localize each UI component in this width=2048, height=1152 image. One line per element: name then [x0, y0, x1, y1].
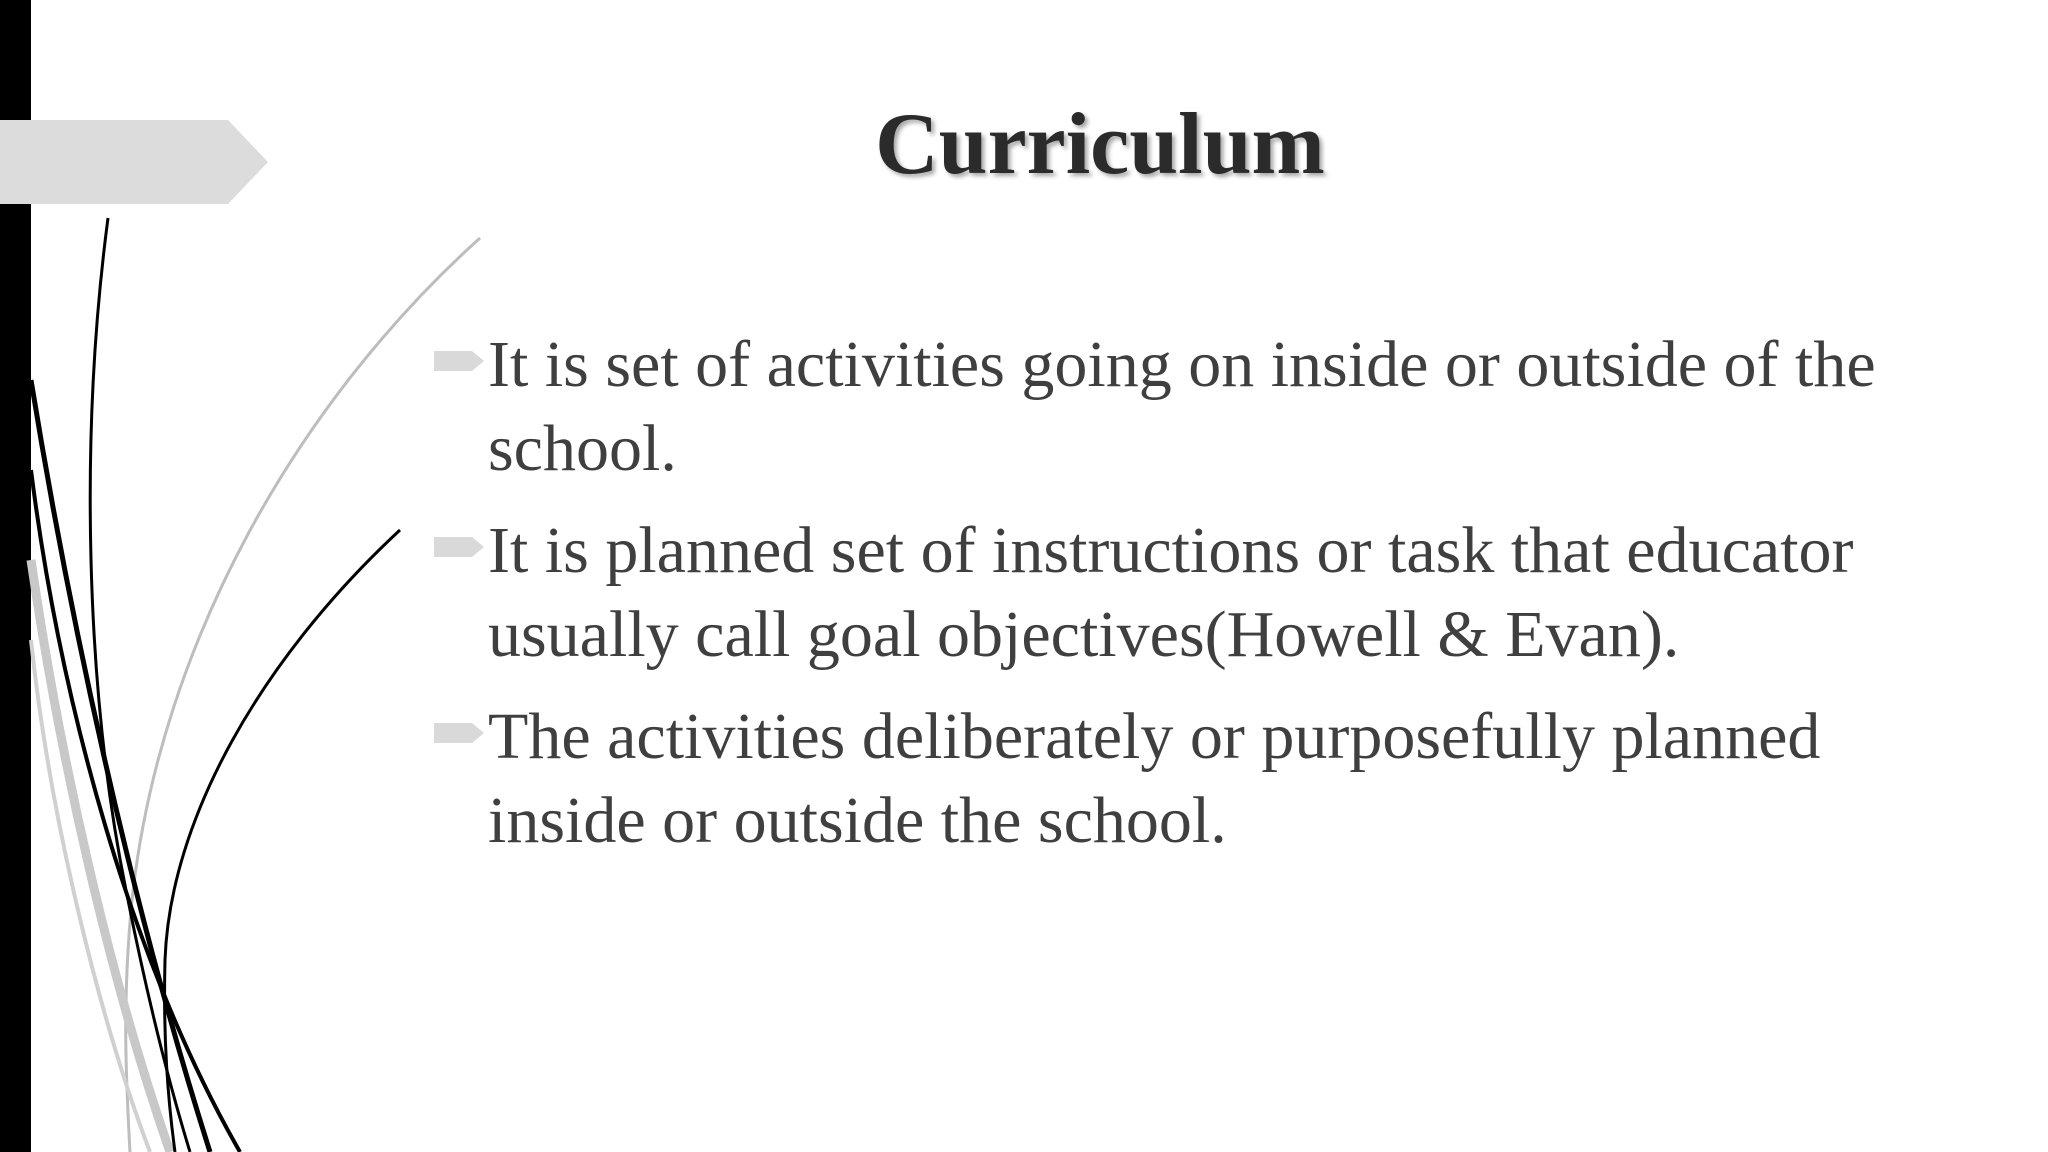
- bullet-item: [434, 695, 1994, 863]
- gray-curve-1: [126, 238, 480, 1152]
- bullet-item: [434, 509, 1994, 677]
- arrow-bullet-icon: [434, 719, 488, 747]
- bullet-text: It is set of activities going on inside or outside of the school.: [488, 328, 1876, 485]
- bullet-text: It is planned set of instructions or task that educator usually call goal objectives(Howell & Evan).: [488, 514, 1854, 671]
- bullet-text: The activities deliberately or purposefully planned inside or outside the school.: [488, 700, 1821, 857]
- slide-title: Curriculum: [875, 96, 1325, 193]
- arrow-bullet-icon: [434, 533, 488, 561]
- gray-curve-2: [31, 560, 170, 1152]
- bullet-list: [434, 323, 1994, 881]
- title-tab-arrow-shape: [0, 120, 268, 204]
- black-curve-3: [165, 530, 400, 1152]
- bullet-item: [434, 323, 1994, 491]
- arrow-bullet-icon: [434, 347, 488, 375]
